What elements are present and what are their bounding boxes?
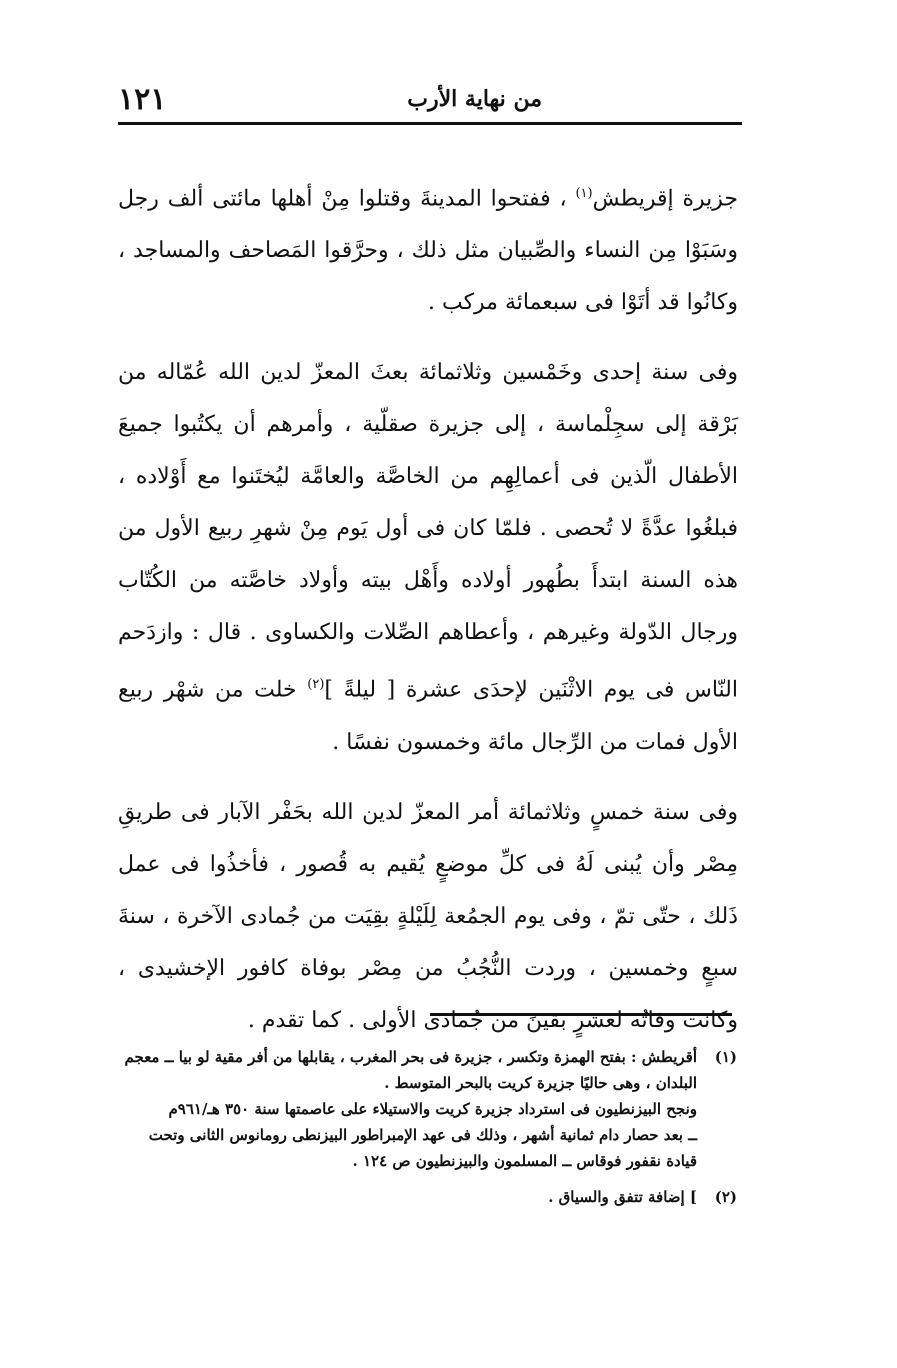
paragraph-text: وفى سنة إحدى وخَمْسين وثلاثمائة بعثَ المعزّ لدين الله عُمّاله من بَرْقة إلى سجِلْماسة ، إلى جزيرة صقلّية ، وأمرهم أن يكتُبوا جميعَ الأطفال الّذين فى أعمالِهِم من الخاصَّة والعامَّة ليُختَنوا مع أَوْلاده ، فبلغُوا عدَّةً لا تُحصى . فلمّا كان فى أول يَوم مِنْ شهرِ ربيع الأول من هذه السنة ابتدأَ بطُهور أولاده وأَهْل بيته وأولاد خاصَّته من الكُتّاب ورجال الدّولة وغيرهم ، وأعطاهم الصِّلات والكساوى . قال : وازدَحم النّاس فى يوم الاثْنَين لإحدَى عشرة [ ليلةً ] <box>118 360 738 703</box>
footnote-number: (٢) <box>714 1188 737 1206</box>
footnote <box>112 1044 737 1174</box>
footnote-reference: (٢) <box>307 677 325 693</box>
footnote-number: (١) <box>714 1048 737 1066</box>
paragraph-text: جزيرة إقريطش <box>592 186 738 212</box>
footnote-line: أقريطش : بفتح الهمزة وتكسر ، جزيرة فى بحر المغرب ، يقابلها من أفر مقية لو بيا ــ معجم <box>124 1048 697 1066</box>
footnote-line: قيادة نقفور فوقاس ــ المسلمون والبيزنطيون ص ١٢٤ . <box>352 1152 697 1170</box>
paragraph-text: وفى سنة خمسٍ وثلاثمائة أمر المعزّ لدين الله بحَفْر الآبار فى طريقِ مِصْر وأن يُبنى لَهُ فى كلِّ موضعٍ يُقيم به قُصور ، فأخذُوا فى عمل ذَلك ، حتّى تمّ ، وفى يوم الجمُعة لِلَيْلةٍ بقِيَت من جُمادى الآخرة ، سنةَ سبعٍ وخمسين ، وردت النُّجُبُ من مِصْر بوفاة كافور الإخشيدى ، وكانت وفاتُه لعشرٍ بقينَ من جُمادى الأولى . كما تقدم . <box>118 799 738 1033</box>
footnote-line: ــ بعد حصار دام ثمانية أشهر ، وذلك فى عهد الإمبراطور البيزنطى رومانوس الثانى وتحت <box>148 1126 697 1144</box>
footnote-line: ] إضافة تتفق والسياق . <box>548 1188 697 1206</box>
footnote-text <box>112 1184 697 1210</box>
running-title: من نهاية الأرب <box>407 86 542 112</box>
footnote-line: البلدان ، وهى حاليًا جزيرة كريت بالبحر المتوسط . <box>384 1074 697 1092</box>
main-text <box>118 168 738 1047</box>
paragraph <box>118 787 738 1047</box>
paragraph-text: ، ففتحوا المدينةَ وقتلوا مِنْ أهلها مائتى ألف رجل وسَبَوْا مِن النساء والصِّبيان مثل ذلك ، وحرَّقوا المَصاحف والمساجد ، وكانُوا قد أتَوْا فى سبعمائة مركب . <box>118 186 738 316</box>
paragraph-text: خلت من شهْر ربيع الأول فمات من الرِّجال مائة وخمسون نفسًا . <box>118 677 738 755</box>
footnote-line: ونجح البيزنطيون فى استرداد جزيرة كريت والاستيلاء على عاصمتها سنة ٣٥٠ هـ/٩٦١م <box>168 1100 697 1118</box>
footnotes <box>112 1044 737 1210</box>
footnote <box>112 1184 737 1210</box>
footnote-reference: (١) <box>575 186 593 201</box>
paragraph <box>118 168 738 329</box>
paragraph <box>118 347 738 768</box>
page-number: ١٢١ <box>118 82 167 117</box>
page-header <box>118 82 742 125</box>
footnote-divider <box>430 1013 732 1016</box>
footnote-text <box>112 1044 697 1174</box>
